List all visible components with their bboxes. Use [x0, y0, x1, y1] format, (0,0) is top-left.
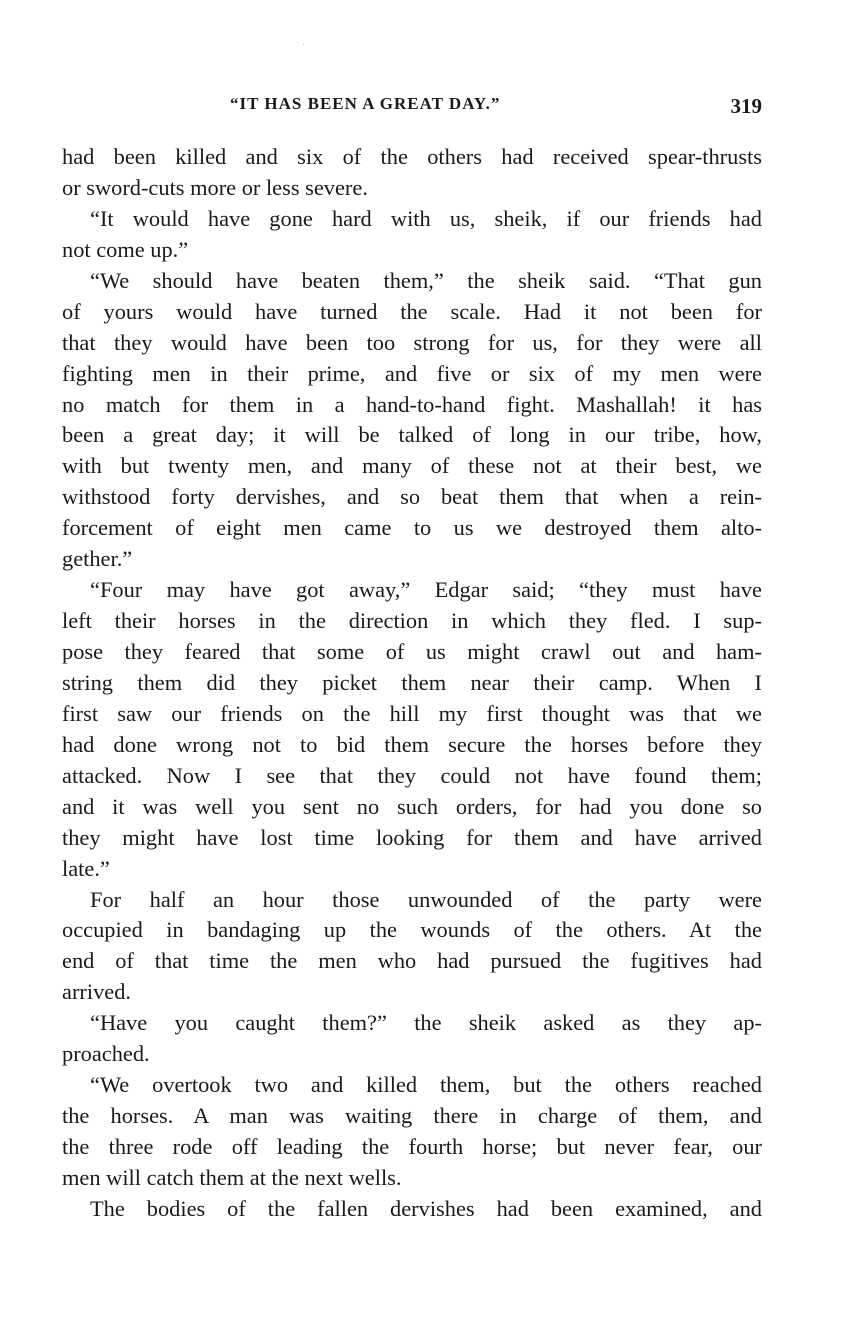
text-line: not come up.”: [62, 236, 189, 262]
text-line: of yours would have turned the scale. Had it not been for: [62, 298, 762, 324]
text-line: they might have lost time looking for them and have arrived: [62, 824, 762, 850]
text-line: had been killed and six of the others had received spear-thrusts: [62, 144, 762, 169]
text-line: “We should have beaten them,” the sheik said. “That gun: [90, 267, 762, 293]
text-line: attacked. Now I see that they could not have found them;: [62, 762, 762, 788]
text-line: the horses. A man was waiting there in charge of them, and: [62, 1103, 762, 1129]
text-line: forcement of eight men came to us we destroyed them alto-: [62, 515, 762, 541]
text-line: proached.: [62, 1041, 150, 1067]
text-line: For half an hour those unwounded of the party were: [90, 886, 762, 912]
running-head: “IT HAS BEEN A GREAT DAY.”: [230, 94, 501, 113]
scan-speck: [303, 44, 304, 45]
text-line: gether.”: [62, 546, 133, 572]
text-line: “We overtook two and killed them, but the others reached: [90, 1072, 762, 1098]
text-line: had done wrong not to bid them secure the horses before they: [62, 731, 762, 757]
page-number: 319: [730, 94, 762, 118]
body-text: [62, 142, 762, 1225]
text-line: “Have you caught them?” the sheik asked as they ap-: [90, 1010, 762, 1036]
text-line: that they would have been too strong for us, for they were all: [62, 329, 762, 355]
text-line: “It would have gone hard with us, sheik, if our friends had: [90, 205, 762, 231]
text-line: and it was well you sent no such orders, for had you done so: [62, 793, 762, 819]
text-line: late.”: [62, 855, 110, 881]
page-header: [62, 94, 762, 126]
text-line: The bodies of the fallen dervishes had been examined, and: [90, 1195, 762, 1221]
text-line: first saw our friends on the hill my first thought was that we: [62, 700, 762, 726]
text-line: the three rode off leading the fourth horse; but never fear, our: [62, 1134, 762, 1159]
text-line: arrived.: [62, 979, 131, 1005]
text-line: or sword-cuts more or less severe.: [62, 174, 368, 200]
text-line: pose they feared that some of us might crawl out and ham-: [62, 639, 762, 664]
text-line: withstood forty dervishes, and so beat them that when a rein-: [62, 484, 762, 510]
text-line: end of that time the men who had pursued the fugitives had: [62, 948, 762, 974]
text-line: “Four may have got away,” Edgar said; “they must have: [90, 577, 762, 603]
text-line: fighting men in their prime, and five or six of my men were: [62, 360, 762, 386]
text-line: string them did they picket them near their camp. When I: [62, 669, 762, 695]
text-line: occupied in bandaging up the wounds of the others. At the: [62, 917, 762, 943]
text-line: been a great day; it will be talked of long in our tribe, how,: [62, 422, 762, 448]
text-line: with but twenty men, and many of these not at their best, we: [62, 453, 762, 479]
text-line: left their horses in the direction in which they fled. I sup-: [62, 608, 762, 634]
text-line: men will catch them at the next wells.: [62, 1164, 402, 1190]
text-line: no match for them in a hand-to-hand fight. Mashallah! it has: [62, 391, 762, 417]
